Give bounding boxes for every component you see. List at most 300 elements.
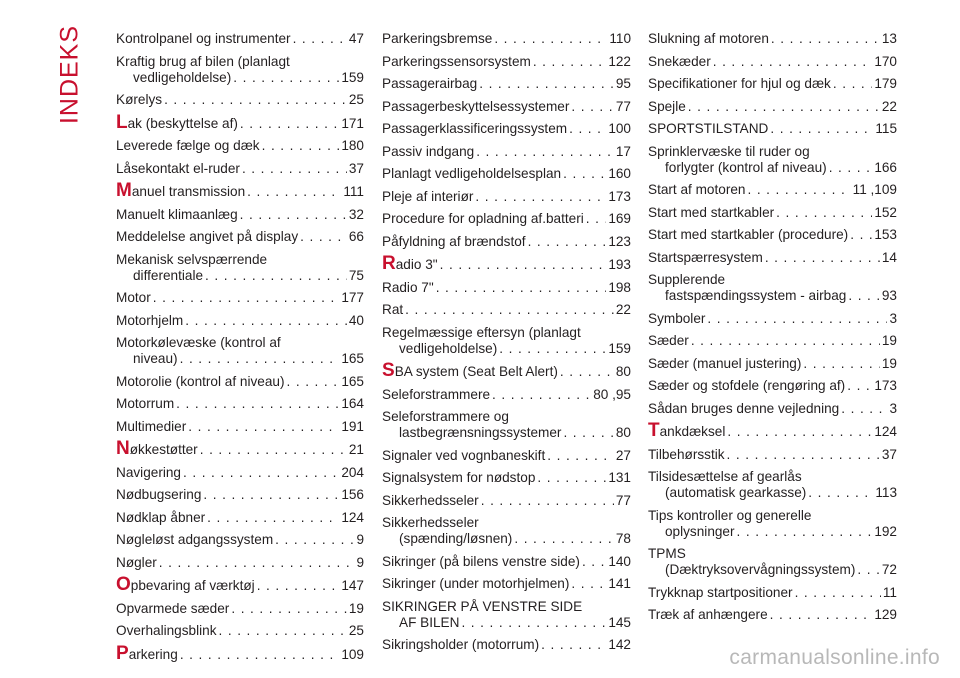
page-number: 122 bbox=[608, 53, 631, 69]
entry-title: Opvarmede sæder bbox=[116, 600, 230, 616]
page-number: 22 bbox=[615, 302, 631, 317]
page-number: 147 bbox=[341, 578, 364, 593]
section-letter: L bbox=[116, 111, 128, 133]
page-number: 21 bbox=[348, 442, 364, 457]
entry-title: Sæder og stofdele (rengøring af) bbox=[648, 378, 846, 393]
dot-leader bbox=[405, 302, 614, 318]
section-letter: T bbox=[648, 420, 660, 441]
index-entry bbox=[382, 54, 631, 70]
dot-leader bbox=[514, 531, 614, 547]
dot-leader bbox=[180, 351, 340, 367]
entry-title-continued: lastbegrænsningssystemer bbox=[399, 425, 562, 440]
page-number: 193 bbox=[608, 257, 631, 272]
entry-title: BA system (Seat Belt Alert) bbox=[394, 364, 558, 379]
index-entry bbox=[116, 487, 364, 503]
page-number: 111 bbox=[343, 184, 364, 199]
dot-leader bbox=[153, 290, 340, 306]
entry-title: Radio 7" bbox=[382, 279, 434, 295]
dot-leader bbox=[300, 229, 347, 245]
page-number: 204 bbox=[341, 464, 364, 480]
page-number: 95 bbox=[615, 76, 631, 91]
index-entry bbox=[648, 205, 897, 221]
index-entry bbox=[648, 182, 897, 198]
dot-leader bbox=[203, 487, 339, 503]
dot-leader bbox=[770, 607, 873, 623]
dot-leader bbox=[808, 485, 873, 501]
entry-title: Træk af anhængere bbox=[648, 607, 768, 622]
dot-leader bbox=[850, 227, 872, 243]
index-entry bbox=[116, 623, 364, 639]
page-number: 113 bbox=[875, 485, 897, 500]
page-number: 72 bbox=[881, 562, 897, 577]
dot-leader bbox=[537, 470, 606, 486]
entry-title: Tilbehørsstik bbox=[648, 446, 725, 462]
entry-title: Supplerende bbox=[648, 272, 726, 287]
dot-leader bbox=[569, 121, 606, 137]
index-entry bbox=[382, 470, 631, 486]
entry-title: SIKRINGER PÅ VENSTRE SIDE bbox=[382, 598, 583, 614]
page-number: 160 bbox=[608, 166, 631, 181]
page-number: 169 bbox=[608, 211, 631, 226]
entry-title: Passagerklassificeringssystem bbox=[382, 121, 568, 136]
page-number: 40 bbox=[348, 312, 364, 328]
dot-leader bbox=[440, 257, 607, 273]
entry-title: Sådan bruges denne vejledning bbox=[648, 400, 840, 416]
entry-title: ankdæksel bbox=[659, 424, 726, 439]
page-number: 9 bbox=[356, 532, 364, 547]
index-entry bbox=[382, 493, 631, 509]
dot-leader bbox=[547, 448, 614, 464]
index-entry bbox=[116, 419, 364, 435]
dot-leader bbox=[541, 637, 606, 653]
entry-title: anuel transmission bbox=[131, 184, 246, 199]
page-number: 165 bbox=[341, 351, 364, 366]
page-number: 19 bbox=[881, 333, 897, 348]
page-number: 164 bbox=[341, 396, 364, 411]
dot-leader bbox=[563, 425, 613, 441]
page-number: 145 bbox=[608, 614, 631, 630]
page-number: 173 bbox=[608, 188, 631, 204]
index-entry bbox=[116, 532, 364, 548]
entry-title: økkestøtter bbox=[129, 442, 198, 457]
entry-title: Parkeringssensorsystem bbox=[382, 53, 531, 69]
index-entry bbox=[382, 76, 631, 92]
page-number: 27 bbox=[615, 447, 631, 463]
entry-title: Nøgler bbox=[116, 554, 157, 570]
dot-leader bbox=[481, 493, 614, 509]
entry-title: Overhalingsblink bbox=[116, 623, 217, 638]
entry-title: Signalsystem for nødstop bbox=[382, 470, 536, 485]
index-entry bbox=[648, 401, 897, 417]
dot-leader bbox=[262, 138, 340, 154]
index-entry bbox=[116, 54, 364, 86]
index-entry bbox=[382, 599, 631, 631]
index-entry bbox=[116, 31, 364, 47]
dot-leader bbox=[492, 387, 591, 403]
page-number: 66 bbox=[348, 229, 364, 244]
page-number: 156 bbox=[341, 487, 364, 502]
dot-leader bbox=[803, 356, 880, 372]
page-number: 170 bbox=[874, 53, 897, 69]
index-entry bbox=[382, 189, 631, 205]
index-entry bbox=[648, 250, 897, 266]
page-number: 11 bbox=[882, 584, 897, 600]
dot-leader bbox=[461, 615, 606, 631]
entry-title: Startspærresystem bbox=[648, 249, 763, 265]
index-entry bbox=[116, 374, 364, 390]
page-number: 109 bbox=[341, 646, 364, 662]
index-entry bbox=[648, 333, 897, 349]
entry-title: Seleforstrammere bbox=[382, 386, 491, 402]
entry-title: Seleforstrammere og bbox=[382, 409, 509, 424]
entry-title: Sprinklervæske til ruder og bbox=[648, 143, 810, 159]
dot-leader bbox=[207, 510, 339, 526]
index-entry bbox=[382, 99, 631, 115]
entry-title-continued: (Dæktryksovervågningssystem) bbox=[665, 562, 856, 577]
page-number: 11 ,109 bbox=[852, 182, 897, 197]
entry-title-continued: forlygter (kontrol af niveau) bbox=[665, 159, 827, 175]
index-entry bbox=[648, 356, 897, 372]
dot-leader bbox=[180, 647, 340, 663]
page-number: 177 bbox=[341, 290, 364, 305]
page-number: 124 bbox=[874, 424, 897, 439]
entry-title-continued: (automatisk gearkasse) bbox=[665, 485, 807, 500]
entry-title-continued: oplysninger bbox=[665, 523, 735, 539]
entry-title: Symboler bbox=[648, 310, 706, 326]
dot-leader bbox=[765, 250, 880, 266]
dot-leader bbox=[164, 92, 347, 108]
entry-title: Start med startkabler (procedure) bbox=[648, 227, 849, 242]
entry-title: Rat bbox=[382, 302, 404, 317]
page-number: 19 bbox=[348, 600, 364, 616]
page-number: 37 bbox=[348, 160, 364, 176]
page-number: 17 bbox=[615, 143, 631, 159]
entry-title-continued: AF BILEN bbox=[399, 614, 460, 630]
entry-title: Passagerairbag bbox=[382, 76, 478, 91]
entry-title: Kørelys bbox=[116, 92, 163, 107]
entry-title: SPORTSTILSTAND bbox=[648, 121, 769, 136]
dot-leader bbox=[688, 99, 880, 115]
entry-title: pbevaring af værktøj bbox=[130, 578, 255, 593]
index-entry bbox=[382, 576, 631, 592]
index-entry bbox=[382, 387, 631, 403]
index-entry bbox=[116, 290, 364, 306]
page-number: 141 bbox=[608, 576, 631, 591]
index-entry bbox=[116, 111, 364, 133]
entry-title: Start med startkabler bbox=[648, 204, 775, 220]
page-number: 80 bbox=[615, 364, 631, 379]
page-number: 19 bbox=[881, 355, 897, 371]
entry-title: Procedure for opladning af.batteri bbox=[382, 211, 584, 226]
dot-leader bbox=[707, 311, 887, 327]
entry-title: Motorrum bbox=[116, 396, 175, 411]
entry-title: Multimedier bbox=[116, 418, 187, 434]
dot-leader bbox=[247, 184, 341, 200]
page-number: 173 bbox=[874, 378, 897, 393]
entry-title: Snekæder bbox=[648, 53, 711, 69]
entry-title: Parkeringsbremse bbox=[382, 31, 493, 46]
entry-title: Navigering bbox=[116, 464, 181, 480]
watermark: carmanualsonline.info bbox=[729, 646, 940, 669]
entry-title: Sikringer (under motorhjelmen) bbox=[382, 576, 570, 591]
entry-title: Spejle bbox=[648, 98, 686, 114]
entry-title-continued: (spænding/løsnen) bbox=[399, 531, 513, 546]
dot-leader bbox=[795, 585, 881, 601]
dot-leader bbox=[841, 401, 887, 417]
dot-leader bbox=[499, 341, 606, 357]
page-number: 171 bbox=[341, 115, 364, 131]
entry-title: Leverede fælge og dæk bbox=[116, 138, 260, 153]
dot-leader bbox=[494, 31, 607, 47]
dot-leader bbox=[205, 268, 347, 284]
index-entry bbox=[648, 272, 897, 304]
index-entry bbox=[116, 180, 364, 201]
index-entry bbox=[116, 465, 364, 481]
dot-leader bbox=[240, 116, 339, 132]
page-number: 100 bbox=[608, 121, 631, 136]
index-entry bbox=[382, 253, 631, 274]
page-number: 159 bbox=[608, 340, 631, 356]
dot-leader bbox=[563, 166, 606, 182]
dot-leader bbox=[571, 99, 614, 115]
section-letter: S bbox=[382, 360, 395, 381]
dot-leader bbox=[833, 76, 872, 92]
page-number: 77 bbox=[615, 492, 631, 508]
dot-leader bbox=[287, 374, 340, 390]
entry-title: Start af motoren bbox=[648, 182, 746, 197]
entry-title: Nødklap åbner bbox=[116, 509, 206, 525]
index-entry bbox=[116, 574, 364, 595]
page-number: 77 bbox=[615, 98, 631, 114]
dot-leader bbox=[770, 121, 873, 137]
index-entry bbox=[382, 515, 631, 547]
index-entry bbox=[648, 378, 897, 394]
dot-leader bbox=[727, 447, 880, 463]
entry-title: Motorolie (kontrol af niveau) bbox=[116, 373, 285, 389]
entry-title: Slukning af motoren bbox=[648, 31, 769, 46]
dot-leader bbox=[727, 424, 872, 440]
dot-leader bbox=[242, 161, 347, 177]
page-number: 192 bbox=[874, 523, 897, 539]
index-entry bbox=[648, 607, 897, 623]
page-number: 191 bbox=[341, 418, 364, 434]
dot-leader bbox=[829, 160, 873, 176]
entry-title-continued: differentiale bbox=[133, 267, 204, 283]
index-entry bbox=[648, 227, 897, 243]
index-entry bbox=[116, 161, 364, 177]
dot-leader bbox=[771, 31, 880, 47]
section-letter: O bbox=[116, 574, 131, 595]
page-number: 179 bbox=[874, 76, 897, 91]
index-entry bbox=[116, 207, 364, 223]
entry-title: Påfyldning af brændstof bbox=[382, 233, 526, 249]
dot-leader bbox=[475, 189, 606, 205]
page-number: 78 bbox=[615, 531, 631, 546]
dot-leader bbox=[293, 31, 347, 47]
index-entry bbox=[382, 144, 631, 160]
entry-title: Regelmæssige eftersyn (planlagt bbox=[382, 324, 581, 340]
page-number: 32 bbox=[348, 206, 364, 222]
index-entry bbox=[382, 325, 631, 357]
index-entry bbox=[382, 280, 631, 296]
entry-title-continued: niveau) bbox=[133, 351, 178, 366]
index-entry bbox=[382, 211, 631, 227]
index-entry bbox=[382, 166, 631, 182]
page-number: 3 bbox=[889, 310, 897, 326]
entry-title: Manuelt klimaanlæg bbox=[116, 206, 238, 222]
index-entry bbox=[648, 447, 897, 463]
entry-title: Planlagt vedligeholdelsesplan bbox=[382, 166, 562, 181]
dot-leader bbox=[185, 313, 347, 329]
dot-leader bbox=[848, 288, 880, 304]
dot-leader bbox=[233, 70, 339, 86]
index-entry bbox=[116, 138, 364, 154]
entry-title: arkering bbox=[128, 646, 178, 662]
index-column-1 bbox=[116, 31, 364, 669]
entry-title: Motor bbox=[116, 290, 151, 305]
index-column-2 bbox=[382, 31, 631, 660]
page-number: 152 bbox=[874, 204, 897, 220]
dot-leader bbox=[528, 234, 607, 250]
dot-leader bbox=[188, 419, 339, 435]
section-title: INDEKS bbox=[55, 24, 84, 125]
dot-leader bbox=[231, 601, 347, 617]
dot-leader bbox=[560, 364, 614, 380]
index-entry bbox=[648, 585, 897, 601]
dot-leader bbox=[183, 465, 339, 481]
entry-title: Passiv indgang bbox=[382, 143, 475, 159]
entry-title: adio 3" bbox=[395, 257, 438, 272]
index-entry bbox=[116, 510, 364, 526]
page-number: 153 bbox=[874, 227, 897, 242]
index-entry bbox=[382, 448, 631, 464]
entry-title: Nødbugsering bbox=[116, 487, 202, 502]
page-number: 115 bbox=[875, 121, 897, 136]
dot-leader bbox=[533, 54, 606, 70]
entry-title: Låsekontakt el-ruder bbox=[116, 160, 240, 176]
entry-title: Meddelelse angivet på display bbox=[116, 229, 299, 244]
index-entry bbox=[648, 99, 897, 115]
dot-leader bbox=[200, 442, 347, 458]
dot-leader bbox=[737, 524, 873, 540]
entry-title: Tips kontroller og generelle bbox=[648, 507, 812, 523]
page-number: 93 bbox=[881, 288, 897, 303]
index-entry bbox=[116, 229, 364, 245]
page-number: 142 bbox=[608, 637, 631, 652]
dot-leader bbox=[436, 280, 607, 296]
index-entry bbox=[382, 637, 631, 653]
page-number: 165 bbox=[341, 373, 364, 389]
entry-title-continued: vedligeholdelse) bbox=[399, 340, 498, 356]
index-entry bbox=[648, 54, 897, 70]
entry-title: Passagerbeskyttelsessystemer bbox=[382, 98, 570, 114]
dot-leader bbox=[240, 207, 347, 223]
page-number: 3 bbox=[889, 400, 897, 416]
index-entry bbox=[382, 360, 631, 381]
dot-leader bbox=[176, 396, 339, 412]
index-entry bbox=[382, 409, 631, 441]
page-number: 25 bbox=[348, 92, 364, 107]
page-number: 140 bbox=[608, 553, 631, 569]
entry-title-continued: fastspændingssystem - airbag bbox=[665, 288, 847, 303]
page-number: 110 bbox=[609, 31, 631, 46]
page-number: 124 bbox=[341, 509, 364, 525]
index-entry bbox=[116, 601, 364, 617]
dot-leader bbox=[479, 76, 614, 92]
page-number: 25 bbox=[348, 623, 364, 638]
dot-leader bbox=[857, 562, 880, 578]
dot-leader bbox=[476, 144, 614, 160]
section-letter: M bbox=[116, 180, 132, 201]
page-number: 14 bbox=[881, 249, 897, 265]
index-entry bbox=[382, 121, 631, 137]
entry-title: Sæder bbox=[648, 333, 689, 348]
entry-title: Nøgleløst adgangssystem bbox=[116, 532, 274, 547]
page-number: 13 bbox=[881, 31, 897, 46]
page-number: 159 bbox=[341, 69, 364, 85]
index-entry bbox=[648, 546, 897, 578]
index-entry bbox=[116, 642, 364, 664]
index-entry bbox=[648, 121, 897, 137]
dot-leader bbox=[586, 211, 607, 227]
page-number: 123 bbox=[608, 233, 631, 249]
entry-title: Kontrolpanel og instrumenter bbox=[116, 31, 291, 46]
page-number: 9 bbox=[356, 554, 364, 570]
page-number: 131 bbox=[608, 470, 631, 485]
index-entry bbox=[116, 252, 364, 284]
entry-title: Pleje af interiør bbox=[382, 188, 474, 204]
index-entry bbox=[648, 469, 897, 501]
index-entry bbox=[116, 555, 364, 571]
index-column-3 bbox=[648, 31, 897, 630]
dot-leader bbox=[159, 555, 355, 571]
dot-leader bbox=[275, 532, 354, 548]
index-entry bbox=[382, 554, 631, 570]
dot-leader bbox=[747, 182, 850, 198]
entry-title: TPMS bbox=[648, 546, 686, 561]
dot-leader bbox=[219, 623, 347, 639]
page-number: 80 ,95 bbox=[593, 386, 631, 402]
entry-title: Motorkølevæske (kontrol af bbox=[116, 335, 281, 350]
index-entry bbox=[648, 311, 897, 327]
index-entry bbox=[116, 335, 364, 367]
page-number: 80 bbox=[615, 425, 631, 440]
index-entry bbox=[116, 313, 364, 329]
section-letter: R bbox=[382, 253, 396, 274]
page-number: 37 bbox=[881, 446, 897, 462]
entry-title: Mekanisk selvspærrende bbox=[116, 251, 268, 267]
dot-leader bbox=[257, 578, 340, 594]
entry-title: Signaler ved vognbaneskift bbox=[382, 447, 546, 463]
entry-title: Kraftig brug af bilen (planlagt bbox=[116, 53, 290, 69]
index-entry bbox=[382, 31, 631, 47]
section-letter: N bbox=[116, 438, 130, 459]
dot-leader bbox=[713, 54, 873, 70]
dot-leader bbox=[847, 378, 872, 394]
entry-title: Trykknap startpositioner bbox=[648, 584, 793, 600]
page-number: 75 bbox=[348, 267, 364, 283]
page-number: 47 bbox=[348, 31, 364, 46]
entry-title: ak (beskyttelse af) bbox=[127, 115, 238, 131]
dot-leader bbox=[691, 333, 880, 349]
dot-leader bbox=[571, 576, 606, 592]
page-number: 22 bbox=[881, 98, 897, 114]
index-entry bbox=[116, 396, 364, 412]
page-number: 198 bbox=[608, 279, 631, 295]
index-entry bbox=[648, 420, 897, 441]
section-letter: P bbox=[116, 642, 129, 664]
entry-title: Sikkerhedsseler bbox=[382, 515, 479, 530]
